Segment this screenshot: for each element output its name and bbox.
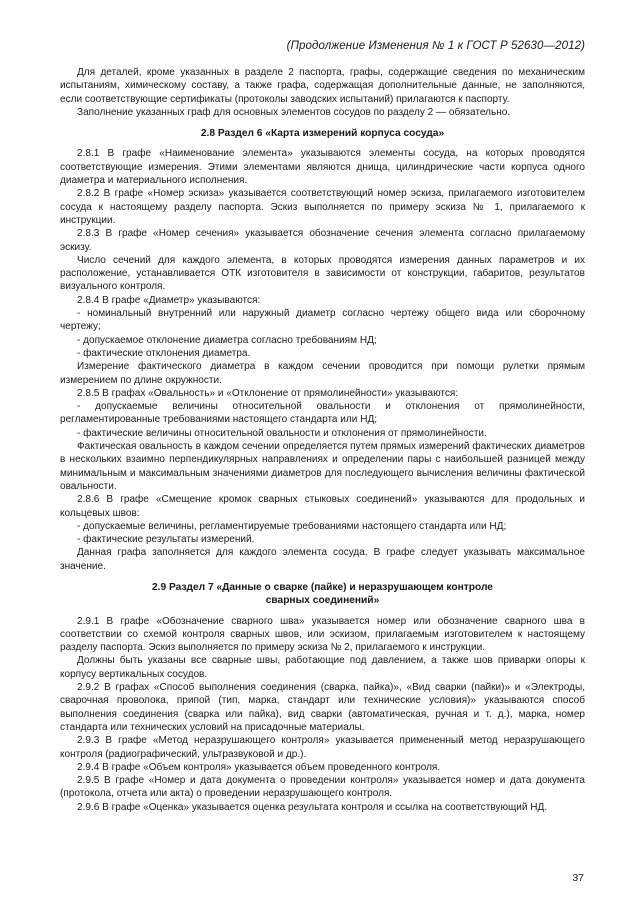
list-item: - фактические отклонения диаметра. — [77, 347, 251, 359]
paragraph: 2.9.6 В графе «Оценка» указывается оценка результата контроля и ссылка на соответствующий НД. — [77, 801, 548, 813]
section-heading-2-8: 2.8 Раздел 6 «Карта измерений корпуса сосуда» — [200, 128, 445, 140]
intro-section — [60, 66, 585, 119]
paragraph: Фактическая овальность в каждом сечении определяется путем прямых измерений фактических диаметров в нескольких взаимно перпендикулярных направлениях и определении пары с наибольшей разницей между минимальным и максимальным значениями диаметров для последующего вычисления величины фактической овальности. — [60, 441, 585, 492]
paragraph: 2.9.4 В графе «Объем контроля» указывается объем проведенного контроля. — [77, 761, 441, 773]
section-2-8 — [60, 147, 585, 573]
section-heading-2-9 — [60, 581, 585, 608]
paragraph: 2.9.3 В графе «Метод неразрушающего контроля» указывается примененный метод неразрушающего контроля (радиографический, ультразвуковой и др.). — [60, 735, 585, 760]
paragraph: 2.8.1 В графе «Наименование элемента» указываются элементы сосуда, на которых проводятся соответствующие измерения. Этими элементами являются днища, цилиндрические части корпуса одного диаметра и материального исполнения. — [60, 148, 585, 187]
list-item: - допускаемое отклонение диаметра согласно требованиям НД; — [77, 334, 377, 346]
paragraph: 2.8.5 В графах «Овальность» и «Отклонение от прямолинейности» указываются: — [77, 387, 459, 399]
heading-line: сварных соединений» — [265, 595, 380, 607]
section-2-9 — [60, 615, 585, 814]
list-item: - фактические величины относительной овальности и отклонения от прямолинейности. — [77, 427, 487, 439]
paragraph: Для деталей, кроме указанных в разделе 2 паспорта, графы, содержащие сведения по механическим испытаниям, химическому составу, а также графа, содержащая дополнительные данные, не заполняются, если соответствующие сертификаты (протоколы заводских испытаний) прилагаются к паспорту. — [60, 67, 585, 105]
paragraph: Число сечений для каждого элемента, в которых проводятся измерения данных параметров и их расположение, устанавливается ОТК изготовителя в зависимости от конструкции, габаритов, результатов визуального контроля. — [60, 254, 585, 293]
list-item: - допускаемые величины, регламентируемые требованиями настоящего стандарта или НД; — [77, 520, 507, 532]
paragraph: 2.8.2 В графе «Номер эскиза» указывается соответствующий номер эскиза, прилагаемого изготовителем сосуда к настоящему разделу паспорта. Эскиз выполняется по примеру эскиза № 1, прилагаемого к инструкции. — [60, 188, 585, 226]
paragraph: 2.9.5 В графе «Номер и дата документа о проведении контроля» указывается номер и дата документа (протокола, отчета или акта) о проведении неразрушающего контроля. — [60, 775, 585, 800]
paragraph: 2.8.3 В графе «Номер сечения» указывается обозначение сечения элемента согласно прилагаемому эскизу. — [60, 228, 585, 253]
list-item: - фактические результаты измерений. — [77, 534, 255, 546]
heading-line: 2.9 Раздел 7 «Данные о сварке (пайке) и неразрушающем контроле — [152, 581, 493, 593]
paragraph: Измерение фактического диаметра в каждом сечении проводится при помощи рулетки прямым измерением по длине окружности. — [60, 361, 585, 386]
paragraph: Должны быть указаны все сварные швы, работающие под давлением, а также шов приварки опоры к корпусу вертикальных сосудов. — [60, 655, 585, 680]
paragraph: 2.8.4 В графе «Диаметр» указываются: — [77, 294, 261, 306]
document-page — [60, 40, 585, 814]
list-item: - допускаемые величины относительной овальности и отклонения от прямолинейности, регламентированные требованиями настоящего стандарта или НД; — [60, 401, 585, 426]
paragraph: Данная графа заполняется для каждого элемента сосуда. В графе следует указывать максимальное значение. — [60, 547, 585, 572]
paragraph: 2.9.2 В графах «Способ выполнения соединения (сварка, пайка)», «Вид сварки (пайки)» и «Электроды, сварочная проволока, припой (тип, марка, стандарт или технические условия)» указываются способ выполнения соединения (сварка или пайка), вид сварки (автоматическая, ручная и т. д.), марка, номер стандарта или технических условий на присадочные материалы. — [60, 682, 585, 733]
paragraph: 2.9.1 В графе «Обозначение сварного шва» указывается номер или обозначение сварного шва в соответствии со схемой контроля сварных швов, или эскизом, прилагаемым изготовителем к настоящему разделу паспорта. Эскиз выполняется по примеру эскиза № 2, прилагаемого к инструкции. — [60, 615, 585, 654]
running-header: (Продолжение Изменения № 1 к ГОСТ Р 52630—2012) — [286, 40, 585, 52]
list-item: - номинальный внутренний или наружный диаметр согласно чертежу общего вида или сборочному чертежу; — [60, 308, 585, 333]
paragraph: 2.8.6 В графе «Смещение кромок сварных стыковых соединений» указываются для продольных и кольцевых швов: — [60, 494, 585, 519]
paragraph: Заполнение указанных граф для основных элементов сосудов по разделу 2 — обязательно. — [77, 106, 511, 118]
page-number: 37 — [572, 872, 584, 884]
